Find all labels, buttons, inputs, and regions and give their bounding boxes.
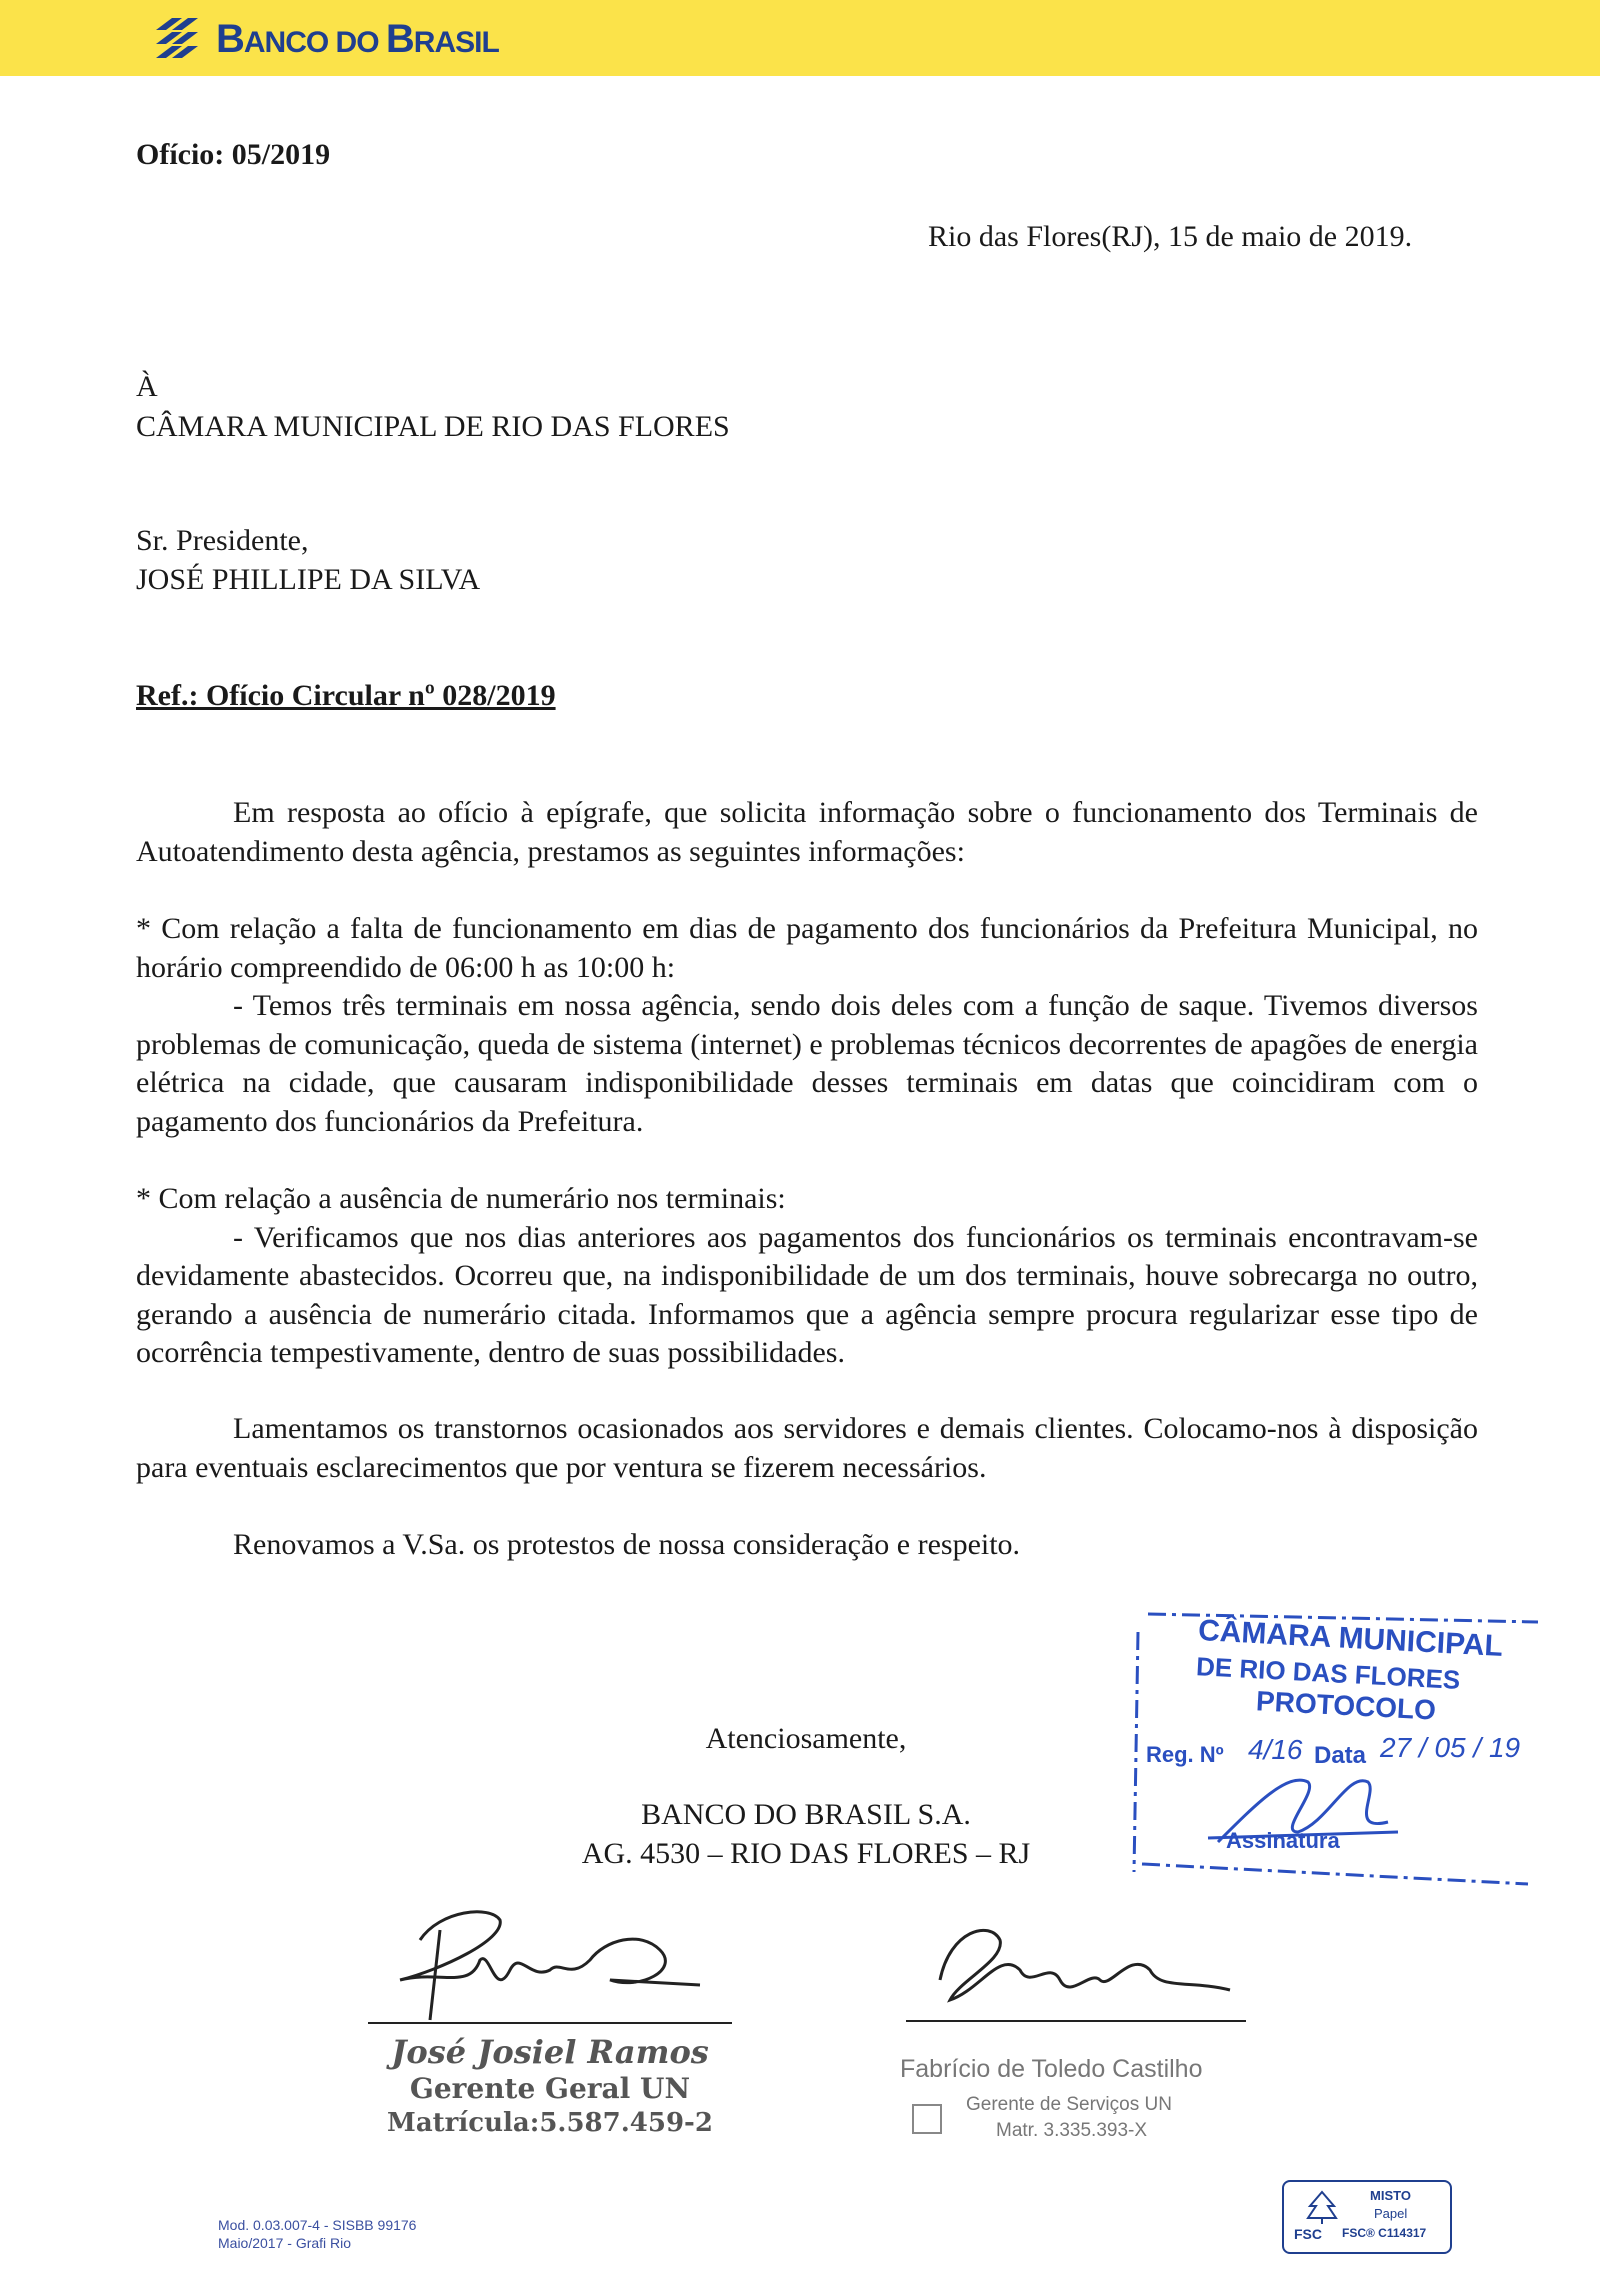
stamp-date-label: Data: [1314, 1742, 1367, 1769]
bb-logo-icon: [148, 14, 206, 64]
letter-number: Ofício: 05/2019: [136, 138, 331, 171]
fsc-code: FSC® C114317: [1342, 2226, 1427, 2240]
protocol-stamp: [1118, 1592, 1558, 1892]
form-code: [218, 2216, 416, 2252]
paragraph-regards: Renovamos a V.Sa. os protestos de nossa consideração e respeito.: [233, 1528, 1021, 1561]
qr-icon: [912, 2104, 942, 2134]
stamp-line1: CÂMARA MUNICIPAL: [1197, 1614, 1504, 1663]
stamp-reg-label: Reg. Nº: [1146, 1742, 1224, 1767]
recipient-name: JOSÉ PHILLIPE DA SILVA: [136, 563, 481, 596]
stamp-signature-label: Assinatura: [1226, 1828, 1340, 1853]
paragraph-item1: [136, 910, 1478, 1141]
fsc-mid: Papel: [1374, 2206, 1408, 2221]
paragraph-apology: Lamentamos os transtornos ocasionados aos servidores e demais clientes. Colocamo-nos à disposição para eventuais esclarecimentos que por ventura se fizerem necessários.: [136, 1412, 1478, 1484]
addressee-prefix: À: [136, 370, 158, 403]
stamp-reg-value: 4/16: [1248, 1734, 1303, 1765]
signature-line-2: [906, 2020, 1246, 2022]
signatory-1-role: Gerente Geral UN: [409, 2072, 691, 2105]
signature-line-1: [368, 2022, 732, 2024]
item1-intro: * Com relação a falta de funcionamento em dias de pagamento dos funcionários da Prefeitura Municipal, no horário compreendido de 06:00 h as 10:00 h:: [136, 912, 1478, 984]
signatory-2-stamp: [900, 2052, 1260, 2141]
signatory-1-stamp: [370, 2032, 730, 2140]
form-date-text: Maio/2017 - Grafi Rio: [218, 2235, 352, 2251]
salutation: Sr. Presidente,: [136, 524, 309, 557]
stamp-date-value: 27 / 05 / 19: [1380, 1732, 1521, 1763]
sender-branch: AG. 4530 – RIO DAS FLORES – RJ: [581, 1837, 1031, 1870]
stamp-line2: DE RIO DAS FLORES: [1195, 1651, 1461, 1695]
signatory-2-name: Fabrício de Toledo Castilho: [900, 2055, 1203, 2083]
fsc-brand: FSC: [1294, 2226, 1322, 2242]
fsc-top: MISTO: [1370, 2188, 1411, 2203]
paragraph-response: Em resposta ao ofício à epígrafe, que solicita informação sobre o funcionamento dos Terminais de Autoatendimento desta agência, prestamos as seguintes informações:: [136, 796, 1478, 868]
signatory-2-role: Gerente de Serviços UN: [966, 2094, 1172, 2115]
signatory-1-registration: Matrícula:5.587.459-2: [387, 2108, 713, 2138]
stamp-line3: PROTOCOLO: [1255, 1685, 1437, 1726]
item2-intro: * Com relação a ausência de numerário nos terminais:: [136, 1182, 786, 1215]
banco-do-brasil-logo: [148, 14, 499, 64]
item2-body: - Verificamos que nos dias anteriores aos pagamentos dos funcionários os terminais encontravam-se devidamente abastecidos. Ocorreu que, na indisponibilidade de um dos terminais, houve sobrecarga no outro, gerando a ausência de numerário citada. Informamos que a agência sempre procura regularizar esse tipo de ocorrência tempestivamente, dentro de suas possibilidades.: [136, 1220, 1478, 1369]
signature-1-icon: [380, 1900, 710, 2030]
item1-body: - Temos três terminais em nossa agência, sendo dois deles com a função de saque. Tivemos diversos problemas de comunicação, queda de sistema (internet) e problemas técnicos decorrentes de apagões de energia elétrica na cidade, que causaram indisponibilidade desses terminais em datas que coincidiram com o pagamento dos funcionários da Prefeitura.: [136, 989, 1478, 1138]
addressee: CÂMARA MUNICIPAL DE RIO DAS FLORES: [136, 410, 730, 443]
signatory-2-registration: Matr. 3.335.393-X: [996, 2120, 1148, 2141]
fsc-badge: [1282, 2180, 1452, 2254]
signatory-1-name: José Josiel Ramos: [391, 2033, 709, 2071]
signature-2-icon: [920, 1910, 1250, 2020]
reference-line: Ref.: Ofício Circular nº 028/2019: [136, 679, 556, 712]
form-code-text: Mod. 0.03.007-4 - SISBB 99176: [218, 2217, 417, 2233]
place-date: Rio das Flores(RJ), 15 de maio de 2019.: [928, 220, 1413, 253]
logo-wordmark: BANCO DO BRASIL: [216, 16, 499, 61]
paragraph-item2: [136, 1180, 1478, 1373]
fsc-tree-icon: [1302, 2188, 1342, 2224]
sender-company: BANCO DO BRASIL S.A.: [641, 1798, 971, 1831]
closing: Atenciosamente,: [705, 1722, 907, 1755]
